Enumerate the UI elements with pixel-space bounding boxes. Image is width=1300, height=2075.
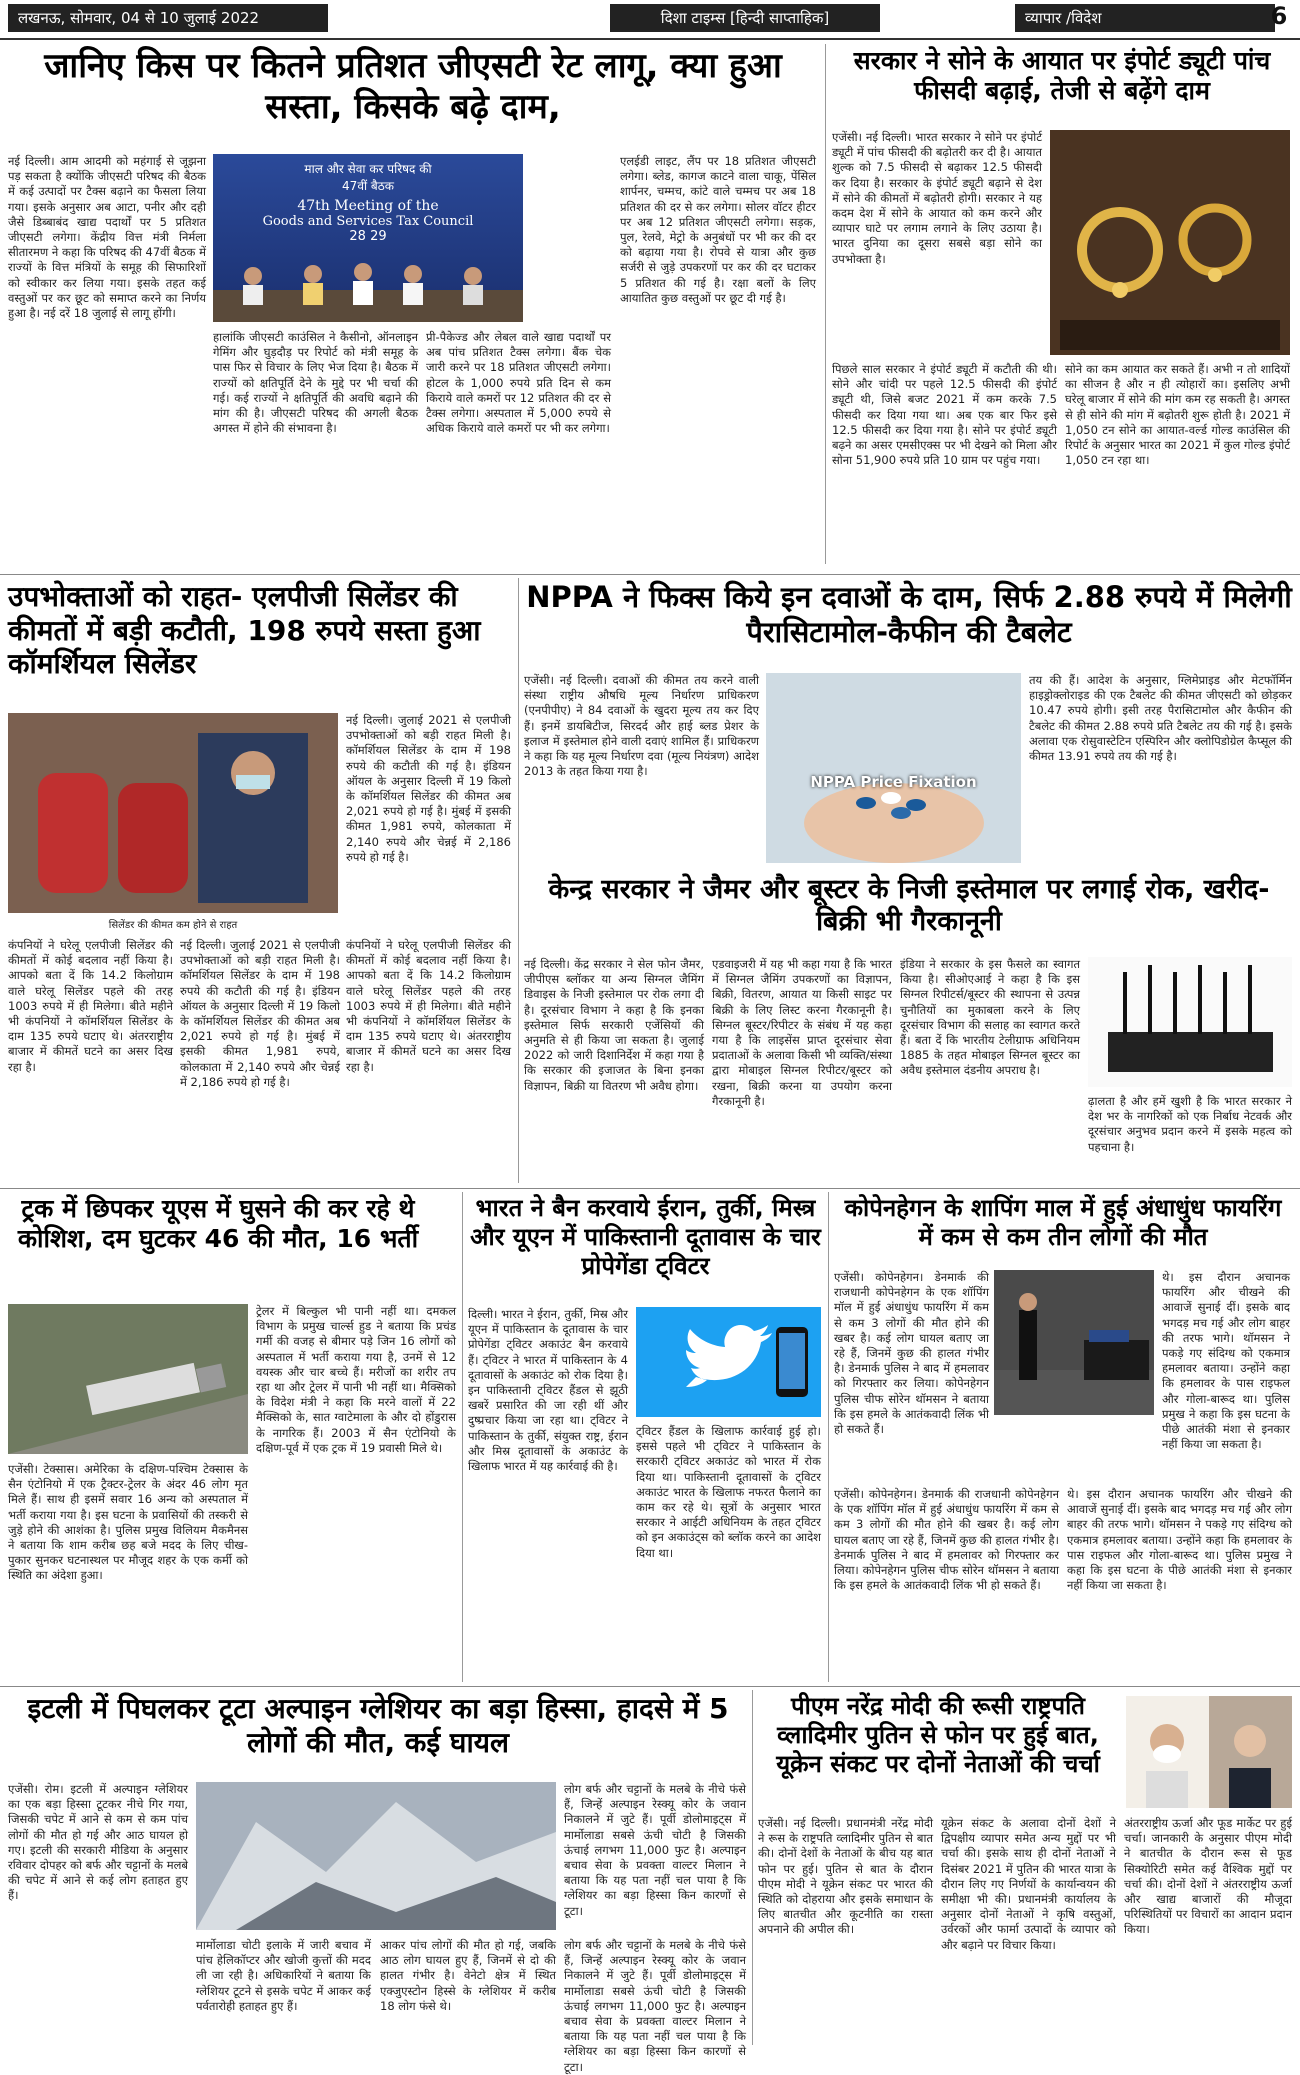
- article-column: तय की हैं। आदेश के अनुसार, ग्लिमेप्राइड और मेटफॉर्मिन हाइड्रोक्लोराइड की एक टैबलेट की कीमत जीएसटी को छोड़कर 10.47 रुपये होगी। इसी तरह पैरासिटामोल और कैफीन की टैबलेट की कीमत 2.88 रुपये प्रति टैबलेट तय की गई है। इसके अलावा एक रोसुवास्टेटिन एस्पिरिन और क्लोपिडोग्रेल कैप्सूल की कीमत 13.91 रुपये तय की गई है।: [1029, 673, 1292, 764]
- masthead-section: व्यापार /विदेश: [1015, 4, 1275, 32]
- article-column: यूक्रेन संकट के अलावा दोनों देशों ने द्विपक्षीय व्यापार समेत अन्य मुद्दों पर भी चर्चा की। इसके साथ ही दोनों नेताओं ने दिसंबर 2021 में पुतिन की भारत यात्रा के दौरान लिए गए निर्णयों के कार्यान्वयन की समीक्षा भी की। प्रधानमंत्री कार्यालय के अनुसार दोनों नेताओं ने कृषि वस्तुओं, उर्वरकों और फार्मा उत्पादों के व्यापार को और बढ़ाने पर विचार किया।: [941, 1816, 1116, 1952]
- police-scene-photo: [994, 1270, 1154, 1415]
- twitter-logo-photo: [636, 1307, 821, 1417]
- article-column: ट्रेलर में बिल्कुल भी पानी नहीं था। दमकल विभाग के प्रमुख चार्ल्स हुड ने बताया कि प्रचंड गर्मी की वजह से बीमार पड़े जिन 16 लोगों को अस्पताल में भर्ती कराया गया है, उनमें से 12 वयस्क और चार बच्चे हैं। मरीजों का शरीर तप रहा था और ट्रेलर में पानी भी नहीं था। मैक्सिको के विदेश मंत्री ने कहा कि मरने वालों में 22 मैक्सिको के, सात ग्वाटेमाला के और दो होंडुरास के नागरिक हैं। 2003 में सैन एंटोनियो के दक्षिण-पूर्व में एक ट्रक में 19 प्रवासी मिले थे।: [256, 1304, 456, 1455]
- article-column: एजेंसी। कोपेनहेगन। डेनमार्क की राजधानी कोपेनहेगन के एक शॉपिंग मॉल में हुई अंधाधुंध फायरिंग में कम से कम 3 लोगों की मौत होने की खबर है। कई लोग घायल बताए जा रहे हैं, जिनमें कुछ की हालत गंभीर है। डेनमार्क पुलिस ने बाद में हमलावर को गिरफ्तार कर लिया। कोपेनहेगन पुलिस चीफ सोरेन थॉमसन ने बताया कि इस हमले के आतंकवादी लिंक भी हो सकते हैं।: [834, 1270, 989, 1437]
- article-lpg: [8, 578, 513, 1188]
- nppa-pills-photo: [766, 673, 1021, 863]
- masthead: [0, 0, 1300, 38]
- article-column: ट्विटर हैंडल के खिलाफ कार्रवाई हुई हो। इससे पहले भी ट्विटर ने पाकिस्तान के सरकारी ट्विटर अकाउंट को भारत में रोक दिया था। पाकिस्तानी दूतावासों के ट्विटर अकाउंट भारत के खिलाफ नफरत फैलाने का काम कर रहे थे। सूत्रों के अनुसार भारत सरकार ने आईटी अधिनियम के तहत ट्विटर को इन अकाउंट्स को ब्लॉक करने का आदेश दिया था।: [636, 1424, 821, 1560]
- article-column: नई दिल्ली। आम आदमी को महंगाई से जूझना पड़ सकता है क्योंकि जीएसटी परिषद की बैठक में कई उत्पादों पर टैक्स बढ़ाने का फैसला लिया गया। इसके अनुसार अब आटा, पनीर और दही जैसे डिब्बाबंद खाद्य पदार्थों पर 5 प्रतिशत जीएसटी लगेगा। केंद्रीय वित्त मंत्री निर्मला सीतारमण ने कहा कि परिषद की 47वीं बैठक में राज्यों के वित्त मंत्रियों के समूह की सिफारिशों को स्वीकार कर लिया गया। इसके तहत कई वस्तुओं पर कर छूट को समाप्त करने का निर्णय हुआ है। नई दरें 18 जुलाई से लागू होंगी।: [8, 154, 206, 321]
- cylinder-illustration: [8, 713, 338, 913]
- modi-putin-photo: [1126, 1696, 1292, 1808]
- police-illustration: [994, 1270, 1154, 1415]
- article-column: सोने का कम आयात कर सकते हैं। अभी न तो शादियों का सीजन है और न ही त्योहारों का। इसलिए अभी घरेलू बाजार में सोने की मांग कम रह सकती है। अगस्त से ही सोने की मांग में बढ़ोतरी शुरू होती है। 2021 में 1,050 टन सोने का आयात-वर्ल्ड गोल्ड काउंसिल की रिपोर्ट के अनुसार भारत का 2021 में कुल गोल्ड इंपोर्ट 1,050 टन रहा था।: [1065, 362, 1290, 468]
- officials-figures: [213, 254, 523, 322]
- section-divider: [0, 574, 1300, 575]
- article-column: एजेंसी। नई दिल्ली। दवाओं की कीमत तय करने वाली संस्था राष्ट्रीय औषधि मूल्य निर्धारण प्राधिकरण (एनपीपीए) ने 84 दवाओं के खुदरा मूल्य तय कर दिए हैं। इनमें डायबिटीज, सिरदर्द और हाई ब्लड प्रेशर के इलाज में इस्तेमाल होने वाली दवाएं शामिल हैं। प्राधिकरण ने कहा कि यह मूल्य निर्धारण दवा (मूल्य नियंत्रण) आदेश 2013 के तहत किया गया है।: [524, 673, 759, 779]
- column-divider: [825, 44, 826, 564]
- article-jammer: [524, 872, 1294, 1184]
- article-column: लोग बर्फ और चट्टानों के मलबे के नीचे फंसे हैं, जिन्हें अल्पाइन रेस्क्यू कोर के जवान निकालने में जुटे हैं। पूर्वी डोलोमाइट्स में मार्मोलाडा सबसे ऊंची चोटी है जिसकी ऊंचाई लगभग 11,000 फुट है। अल्पाइन बचाव सेवा के प्रवक्ता वाल्टर मिलान ने बताया कि यह पता नहीं चल पाया है कि ग्लेशियर का बड़ा हिस्सा किन कारणों से टूटा।: [564, 1938, 746, 2074]
- section-divider: [0, 1686, 1300, 1687]
- article-column: एजेंसी। रोम। इटली में अल्पाइन ग्लेशियर का एक बड़ा हिस्सा टूटकर नीचे गिर गया, जिसकी चपेट में आने से कम से कम पांच लोगों की मौत हो गई और आठ घायल हो गए। इटली की सरकारी मीडिया के अनुसार रविवार दोपहर को बर्फ और चट्टानों के मलबे की चपेट में आने से कई लोग हताहत हुए हैं।: [8, 1782, 188, 1903]
- article-column: पिछले साल सरकार ने इंपोर्ट ड्यूटी में कटौती की थी। सोने और चांदी पर पहले 12.5 फीसदी की इंपोर्ट ड्यूटी थी, जिसे बजट 2021 में कम करके 7.5 फीसदी कर दिया गया था। अब एक बार फिर इसे 12.5 फीसदी कर दिया गया है। सोने पर इंपोर्ट ड्यूटी बढ़ने का असर एमसीएक्स पर भी देखने को मिला और सोना 51,900 रुपये प्रति 10 ग्राम पर पहुंच गया।: [832, 362, 1057, 468]
- photo-banner-text: 47वीं बैठक: [342, 179, 394, 193]
- glacier-photo: [196, 1782, 556, 1930]
- article-column: अंतरराष्ट्रीय ऊर्जा और फूड मार्केट पर हुई चर्चा। जानकारी के अनुसार पीएम मोदी ने बातचीत के दौरान रूस से फूड सिक्योरिटी समेत कई वैश्विक मुद्दों पर चर्चा की। दोनों देशों ने अंतरराष्ट्रीय ऊर्जा और खाद्य बाजारों की मौजूदा परिस्थितियों पर विचारों का आदान प्रदान किया।: [1124, 1816, 1292, 1937]
- article-column: एजेंसी। कोपेनहेगन। डेनमार्क की राजधानी कोपेनहेगन के एक शॉपिंग मॉल में हुई अंधाधुंध फायरिंग में कम से कम 3 लोगों की मौत होने की खबर है। कई लोग घायल बताए जा रहे हैं, जिनमें कुछ की हालत गंभीर है। डेनमार्क पुलिस ने बाद में हमलावर को गिरफ्तार कर लिया। कोपेनहेगन पुलिस चीफ सोरेन थॉमसन ने बताया कि इस हमले के आतंकवादी लिंक भी हो सकते हैं।: [834, 1487, 1059, 1593]
- page-number: 6: [1270, 2, 1288, 30]
- jewellery-illustration: [1050, 130, 1290, 355]
- article-column: नई दिल्ली। जुलाई 2021 से एलपीजी उपभोक्ताओं को बड़ी राहत मिली है। कॉमर्शियल सिलेंडर के दाम में 198 रुपये की कटौती की गई है। इंडियन ऑयल के अनुसार दिल्ली में 19 किलो के कॉमर्शियल सिलेंडर की कीमत अब 2,021 रुपये हो गई है। मुंबई में इसकी कीमत 1,981 रुपये, कोलकाता में 2,140 रुपये और चेन्नई में 2,186 रुपये हो गई है।: [180, 938, 340, 1089]
- lpg-cylinder-photo: [8, 713, 338, 913]
- article-headline: पीएम नरेंद्र मोदी की रूसी राष्ट्रपति व्लादिमीर पुतिन से फोन पर हुई बात, यूक्रेन संकट पर दोनों नेताओं की चर्चा: [776, 1692, 1100, 1778]
- article-column: एडवाइजरी में यह भी कहा गया है कि भारत में सिग्नल जैमिंग उपकरणों का विज्ञापन, बिक्री, वितरण, आयात या किसी साइट पर बिक्री के लिए लिस्ट करना गैरकानूनी है। सिग्नल बूस्टर/रिपीटर के संबंध में यह कहा गया है कि लाइसेंस प्राप्त दूरसंचार सेवा प्रदाताओं के अलावा किसी भी व्यक्ति/संस्था द्वारा मोबाइल सिग्नल रिपीटर/बूस्टर को रखना, बिक्री करना या उपयोग करना गैरकानूनी है।: [712, 957, 892, 1108]
- jammer-device-photo: [1088, 957, 1292, 1087]
- article-column: हालांकि जीएसटी काउंसिल ने कैसीनो, ऑनलाइन गेमिंग और घुड़दौड़ पर रिपोर्ट को मंत्री समूह के पास फिर से विचार के लिए भेज दिया है। बैठक में राज्यों को क्षतिपूर्ति देने के मुद्दे पर भी चर्चा की गई। कई राज्यों ने क्षतिपूर्ति की अवधि बढ़ाने की मांग की है। जीएसटी परिषद की अगली बैठक अगस्त में होने की संभावना है।: [213, 330, 418, 436]
- article-gold: [832, 42, 1292, 572]
- article-column: मार्मोलाडा चोटी इलाके में जारी बचाव में पांच हेलिकॉप्टर और खोजी कुत्तों की मदद ली जा रही है। अधिकारियों ने बताया कि ग्लेशियर टूटने से इसके चपेट में आकर कई पर्वतारोही हताहत हुए हैं।: [196, 1938, 371, 2013]
- photo-banner-text: माल और सेवा कर परिषद की: [304, 162, 432, 176]
- article-column: ढ़ालता है और हमें खुशी है कि भारत सरकार ने देश भर के नागरिकों को एक निर्बाध नेटवर्क और दूरसंचार अनुभव प्रदान करने में इसके महत्व को पहचाना है।: [1088, 1094, 1292, 1154]
- article-column: एजेंसी। टेक्सास। अमेरिका के दक्षिण-पश्चिम टेक्सास के सैन एंटोनियो में एक ट्रैक्टर-ट्रेलर के अंदर 46 लोग मृत मिले हैं। साथ ही इसमें सवार 16 अन्य को अस्पताल में भर्ती कराया गया है। इस घटना के प्रवासियों की तस्करी से जुड़े होने की आशंका है। पुलिस प्रमुख विलियम मैकमैनस ने बताया कि शाम करीब छह बजे मदद के लिए चीख-पुकार सुनकर घटनास्थल पर मौजूद शहर के एक कर्मी को स्थिति का अंदेशा हुआ।: [8, 1462, 248, 1583]
- article-column: नई दिल्ली। केंद्र सरकार ने सेल फोन जैमर, जीपीएस ब्लॉकर या अन्य सिग्नल जैमिंग डिवाइस के निजी इस्तेमाल पर रोक लगा दी है। दूरसंचार विभाग ने कहा है कि इनका इस्तेमाल सिर्फ सरकारी एजेंसियों की अनुमति से ही किया जा सकता है। जुलाई 2022 को जारी दिशानिर्देश में कहा गया है कि सरकार की इजाजत के बिना इनका विज्ञापन, बिक्री या वितरण भी अवैध होगा।: [524, 957, 704, 1093]
- section-divider: [0, 1188, 1300, 1189]
- article-gst: [8, 42, 818, 572]
- article-headline: जानिए किस पर कितने प्रतिशत जीएसटी रेट लागू, क्या हुआ सस्ता, किसके बढ़े दाम,: [44, 46, 782, 127]
- gold-jewellery-photo: [1050, 130, 1290, 355]
- article-column: थे। इस दौरान अचानक फायरिंग और चीखने की आवाजें सुनाई दीं। इसके बाद भगदड़ मच गई और लोग बाहर की तरफ भागे। थॉमसन ने पकड़े गए संदिग्ध को एकमात्र हमलावर बताया। उन्होंने कहा कि हमलावर के पास राइफल और गोला-बारूद था। पुलिस प्रमुख ने कहा कि इस घटना के पीछे आतंकी मंशा से इनकार नहीं किया जा सकता है।: [1162, 1270, 1290, 1452]
- jammer-illustration: [1088, 957, 1292, 1087]
- article-nppa: [524, 578, 1294, 868]
- article-modi-putin: [758, 1690, 1292, 2045]
- column-divider: [518, 578, 519, 1183]
- truck-illustration: [8, 1304, 248, 1454]
- photo-banner-text: 47th Meeting of the: [297, 198, 439, 214]
- photo-label: NPPA Price Fixation: [810, 773, 977, 791]
- article-headline: NPPA ने फिक्स किये इन दवाओं के दाम, सिर्फ 2.88 रुपये में मिलेगी पैरासिटामोल-कैफीन की टैबलेट: [526, 580, 1292, 649]
- article-column: नई दिल्ली। जुलाई 2021 से एलपीजी उपभोक्ताओं को बड़ी राहत मिली है। कॉमर्शियल सिलेंडर के दाम में 198 रुपये की कटौती की गई है। इंडियन ऑयल के अनुसार दिल्ली में 19 किलो के कॉमर्शियल सिलेंडर की कीमत अब 2,021 रुपये हो गई है। मुंबई में इसकी कीमत 1,981 रुपये, कोलकाता में 2,140 रुपये और चेन्नई में 2,186 रुपये हो गई है।: [346, 713, 511, 864]
- article-column: एजेंसी। नई दिल्ली। प्रधानमंत्री नरेंद्र मोदी ने रूस के राष्ट्रपति व्लादिमीर पुतिन से बात की। दोनों देशों के नेताओं के बीच यह बात फोन पर हुई। पुतिन से बात के दौरान पीएम मोदी ने यूक्रेन संकट पर भारत की स्थिति को दोहराया और इसके समाधान के लिए बातचीत और कूटनीति का रास्ता अपनाने की अपील की।: [758, 1816, 933, 1937]
- truck-scene-photo: [8, 1304, 248, 1454]
- masthead-paper-name: दिशा टाइम्स [हिन्दी साप्ताहिक]: [610, 4, 880, 32]
- twitter-bird-icon: [636, 1307, 821, 1417]
- article-column: लोग बर्फ और चट्टानों के मलबे के नीचे फंसे हैं, जिन्हें अल्पाइन रेस्क्यू कोर के जवान निकालने में जुटे हैं। पूर्वी डोलोमाइट्स में मार्मोलाडा सबसे ऊंची चोटी है जिसकी ऊंचाई लगभग 11,000 फुट है। अल्पाइन बचाव सेवा के प्रवक्ता वाल्टर मिलान ने बताया कि यह पता नहीं चल पाया है कि ग्लेशियर का बड़ा हिस्सा किन कारणों से टूटा।: [564, 1782, 746, 1918]
- article-italy: [8, 1690, 748, 2074]
- article-copenhagen: [834, 1192, 1292, 1682]
- article-column: आकर पांच लोगों की मौत हो गई, जबकि आठ लोग घायल हुए हैं, जिनमें से दो की हालत गंभीर है। वेनेटो क्षेत्र में स्थित एक्जुएस्टोन हिस्से के ग्लेशियर में करीब 18 लोग फंसे थे।: [380, 1938, 556, 2013]
- article-headline: कोपेनहेगन के शापिंग माल में हुई अंधाधुंध फायरिंग में कम से कम तीन लोगों की मौत: [844, 1194, 1282, 1251]
- article-column: एलईडी लाइट, लैंप पर 18 प्रतिशत जीएसटी लगेगा। ब्लेड, कागज काटने वाला चाकू, पेंसिल शार्पनर, चम्मच, कांटे वाले चम्मच पर अब 18 प्रतिशत की दर से कर लगेगा। सोलर वॉटर हीटर पर अब 12 प्रतिशत जीएसटी लगेगा। सड़क, पुल, रेलवे, मेट्रो के अनुबंधों पर भी कर की दर को बढ़ाया गया है। रोपवे से यात्रा और कुछ सर्जरी से जुड़े उपकरणों पर कर की दर घटाकर 5 प्रतिशत की गई है। रक्षा बलों के लिए आयातित कुछ वस्तुओं पर छूट दी गई है।: [620, 154, 816, 305]
- article-column: कंपनियों ने घरेलू एलपीजी सिलेंडर की कीमतों में कोई बदलाव नहीं किया है। आपको बता दें कि 14.2 किलोग्राम वाले घरेलू सिलेंडर पहले की तरह 1003 रुपये में ही मिलेगा। बीते महीने भी कंपनियों ने कॉमर्शियल सिलेंडर के दाम 135 रुपये घटाए थे। अंतरराष्ट्रीय बाजार में कीमतें घटने का असर दिख रहा है।: [8, 938, 173, 1074]
- article-truck: [8, 1192, 458, 1682]
- article-headline: उपभोक्ताओं को राहत- एलपीजी सिलेंडर की कीमतों में बड़ी कटौती, 198 रुपये सस्ता हुआ कॉमर्शियल सिलेंडर: [8, 580, 481, 681]
- article-column: थे। इस दौरान अचानक फायरिंग और चीखने की आवाजें सुनाई दीं। इसके बाद भगदड़ मच गई और लोग बाहर की तरफ भागे। थॉमसन ने पकड़े गए संदिग्ध को एकमात्र हमलावर बताया। उन्होंने कहा कि हमलावर के पास राइफल और गोला-बारूद था। पुलिस प्रमुख ने कहा कि इस घटना के पीछे आतंकी मंशा से इनकार नहीं किया जा सकता है।: [1067, 1487, 1292, 1593]
- masthead-date: लखनऊ, सोमवार, 04 से 10 जुलाई 2022: [8, 4, 328, 32]
- article-twitter: [468, 1192, 823, 1682]
- article-column: दिल्ली। भारत ने ईरान, तुर्की, मिस्र और यूएन में पाकिस्तान के दूतावास के चार प्रोपेगेंडा ट्विटर अकाउंट बैन करवाये हैं। ट्विटर ने भारत में पाकिस्तान के 4 दूतावासों के अकाउंट को रोक दिया है। इन पाकिस्तानी ट्विटर हैंडल से झूठी खबरें प्रसारित की जा रही थीं और दुष्प्रचार किया जा रहा था। ट्विटर ने पाकिस्तान के तुर्की, संयुक्त राष्ट्र, ईरान और मिस्र दूतावासों के अकाउंट के खिलाफ भारत में यह कार्रवाई की है।: [468, 1307, 628, 1474]
- column-divider: [828, 1192, 829, 1682]
- column-divider: [462, 1192, 463, 1682]
- masthead-divider: [0, 38, 1300, 40]
- pills-in-hand-illustration: [766, 673, 1021, 863]
- article-headline: इटली में पिघलकर टूटा अल्पाइन ग्लेशियर का बड़ा हिस्सा, हादसे में 5 लोगों की मौत, कई घायल: [27, 1692, 729, 1759]
- article-column: एजेंसी। नई दिल्ली। भारत सरकार ने सोने पर इंपोर्ट ड्यूटी में पांच फीसदी की बढ़ोतरी कर दी है। आयात शुल्क को 7.5 फीसदी से बढ़ाकर 12.5 फीसदी कर दिया है। सरकार के इंपोर्ट ड्यूटी बढ़ाने से देश में सोने की कीमतों में बढ़ोतरी होगी। सरकार ने यह कदम देश में सोने के आयात को कम करने और व्यापार घाटे पर लगाम लगाने के लिए उठाया है। भारत दुनिया का दूसरा सबसे बड़ा सोने का उपभोक्ता है।: [832, 130, 1042, 266]
- article-headline: ट्रक में छिपकर यूएस में घुसने की कर रहे थे कोशिश, दम घुटकर 46 की मौत, 16 भर्ती: [17, 1194, 419, 1253]
- article-column: कंपनियों ने घरेलू एलपीजी सिलेंडर की कीमतों में कोई बदलाव नहीं किया है। आपको बता दें कि 14.2 किलोग्राम वाले घरेलू सिलेंडर पहले की तरह 1003 रुपये में ही मिलेगा। बीते महीने भी कंपनियों ने कॉमर्शियल सिलेंडर के दाम 135 रुपये घटाए थे। अंतरराष्ट्रीय बाजार में कीमतें घटने का असर दिख रहा है।: [346, 938, 511, 1074]
- photo-banner-text: Goods and Services Tax Council: [262, 214, 474, 229]
- article-column: प्री-पैकेज्ड और लेबल वाले खाद्य पदार्थों पर अब पांच प्रतिशत टैक्स लगेगा। बैंक चेक जारी करने पर 18 प्रतिशत जीएसटी लगेगा। होटल के 1,000 रुपये प्रति दिन से कम किराये वाले कमरों पर 12 प्रतिशत की दर से टैक्स लगेगा। अस्पताल में 5,000 रुपये से अधिक किराये वाले कमरों पर भी कर लगेगा।: [426, 330, 611, 436]
- article-headline: सरकार ने सोने के आयात पर इंपोर्ट ड्यूटी पांच फीसदी बढ़ाई, तेजी से बढ़ेंगे दाम: [853, 46, 1271, 105]
- leaders-illustration: [1126, 1696, 1292, 1808]
- gst-council-photo: [213, 154, 523, 322]
- article-column: इंडिया ने सरकार के इस फैसले का स्वागत किया है। सीओएआई ने कहा है कि इस सिग्नल रिपीटर्स/बूस्टर की स्थापना से उत्पन्न चुनौतियों का मुकाबला करने के लिए दूरसंचार विभाग की सलाह का स्वागत करते हैं। बता दें कि भारतीय टेलीग्राफ अधिनियम 1885 के तहत मोबाइल सिग्नल बूस्टर का अवैध इस्तेमाल दंडनीय अपराध है।: [900, 957, 1080, 1078]
- article-headline: केन्द्र सरकार ने जैमर और बूस्टर के निजी इस्तेमाल पर लगाई रोक, खरीद-बिक्री भी गैरकानूनी: [548, 874, 1270, 938]
- photo-caption: सिलेंडर की कीमत कम होने से राहत: [108, 920, 238, 931]
- column-divider: [752, 1690, 753, 2045]
- photo-banner-text: 28 29: [349, 229, 387, 244]
- article-headline: भारत ने बैन करवाये ईरान, तुर्की, मिस्त्र और यूएन में पाकिस्तानी दूतावास के चार प्रोपेगेंडा ट्विटर: [470, 1194, 821, 1280]
- glacier-illustration: [196, 1782, 556, 1930]
